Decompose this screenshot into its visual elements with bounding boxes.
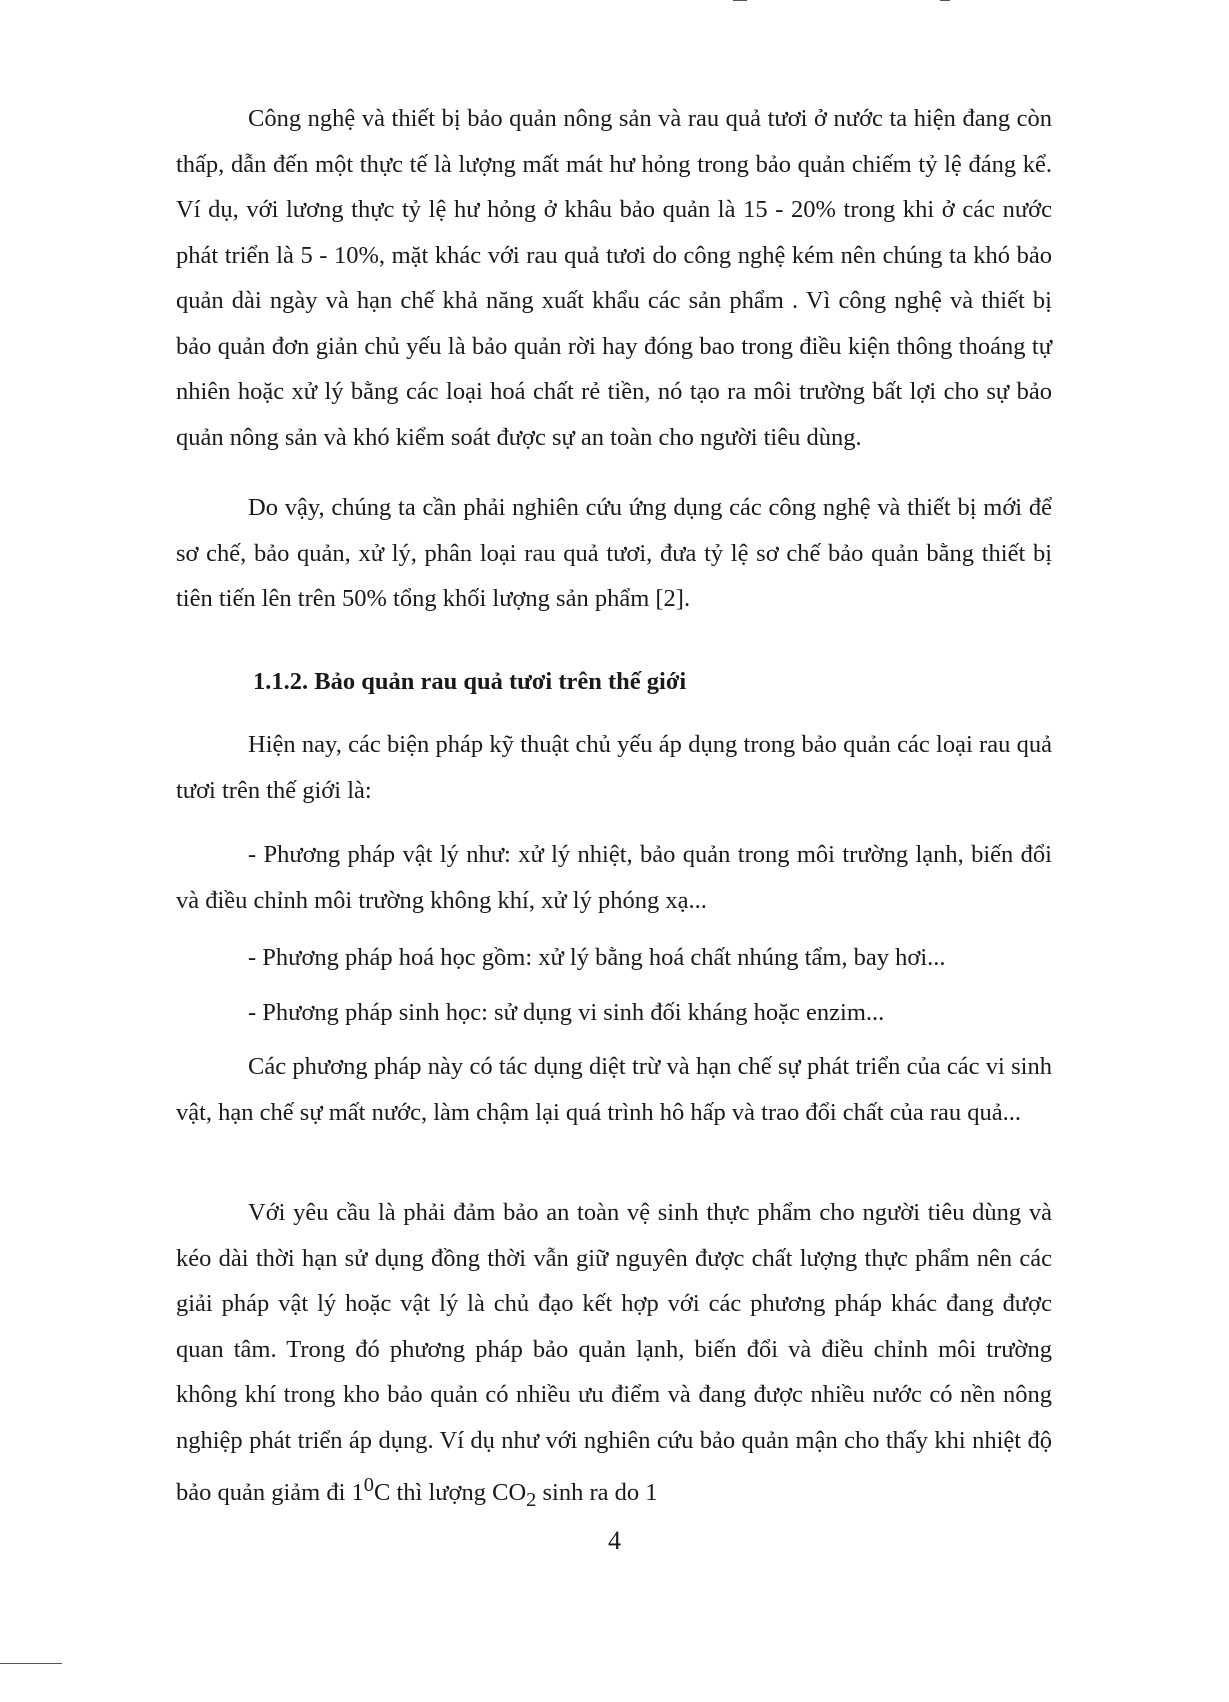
superscript-degree: 0 — [363, 1474, 374, 1496]
subscript-2: 2 — [526, 1489, 537, 1512]
paragraph-6-text: Với yêu cầu là phải đảm bảo an toàn vệ sinh thực phẩm cho người tiêu dùng và kéo dài thời hạn sử dụng đồng thời vẫn giữ nguyên được chất lượng thực phẩm nên các giải pháp vật lý hoặc vật lý là chủ đạo kết hợp với các phương pháp khác đang được quan tâm. Trong đó phương pháp bảo quản lạnh, biến đổi và điều chỉnh môi trường không khí trong kho bảo quản có nhiều ưu điểm và đang được nhiều nước có nền nông nghiệp phát triển áp dụng. Ví dụ như với nghiên cứu bảo quản mận cho thấy khi nhiệt độ bảo quản giảm đi 1 — [176, 1199, 1052, 1507]
paragraph-6-text-3: sinh ra do 1 — [536, 1479, 658, 1507]
paragraph-3: Hiện nay, các biện pháp kỹ thuật chủ yếu áp dụng trong bảo quản các loại rau quả tươi trên thế giới là: — [176, 731, 1052, 804]
scan-mark — [0, 1663, 62, 1664]
paragraph-6 — [176, 1190, 1052, 1524]
paragraph-5: Các phương pháp này có tác dụng diệt trừ và hạn chế sự phát triển của các vi sinh vật, hạn chế sự mất nước, làm chậm lại quá trình hô hấp và trao đổi chất của rau quả... — [176, 1053, 1052, 1126]
scan-mark — [733, 0, 747, 1]
page-number: 4 — [608, 1526, 621, 1555]
paragraph-1: Công nghệ và thiết bị bảo quản nông sản và rau quả tươi ở nước ta hiện đang còn thấp, dẫn đến một thực tế là lượng mất mát hư hỏng trong bảo quản chiếm tỷ lệ đáng kể. Ví dụ, với lương thực tỷ lệ hư hỏng ở khâu bảo quản là 15 - 20% trong khi ở các nước phát triển là 5 - 10%, mặt khác với rau quả tươi do công nghệ kém nên chúng ta khó bảo quản dài ngày và hạn chế khả năng xuất khẩu các sản phẩm . Vì công nghệ và thiết bị bảo quản đơn giản chủ yếu là bảo quản rời hay đóng bao trong điều kiện thông thoáng tự nhiên hoặc xử lý bằng các loại hoá chất rẻ tiền, nó tạo ra môi trường bất lợi cho sự bảo quản nông sản và khó kiểm soát được sự an toàn cho người tiêu dùng. — [176, 105, 1052, 451]
section-heading: 1.1.2. Bảo quản rau quả tươi trên thế giới — [253, 668, 687, 695]
list-item: - Phương pháp sinh học: sử dụng vi sinh đối kháng hoặc enzim... — [248, 999, 885, 1026]
paragraph-2: Do vậy, chúng ta cần phải nghiên cứu ứng dụng các công nghệ và thiết bị mới để sơ chế, bảo quản, xử lý, phân loại rau quả tươi, đưa tỷ lệ sơ chế bảo quản bằng thiết bị tiên tiến lên trên 50% tổng khối lượng sản phẩm [2]. — [176, 494, 1052, 612]
paragraph-6-text-2: C thì lượng CO — [374, 1479, 527, 1507]
list-item: - Phương pháp hoá học gồm: xử lý bằng hoá chất nhúng tẩm, bay hơi... — [248, 944, 946, 971]
paragraph-4: - Phương pháp vật lý như: xử lý nhiệt, bảo quản trong môi trường lạnh, biến đổi và điều chỉnh môi trường không khí, xử lý phóng xạ... — [176, 841, 1052, 914]
scan-mark — [940, 0, 950, 1]
